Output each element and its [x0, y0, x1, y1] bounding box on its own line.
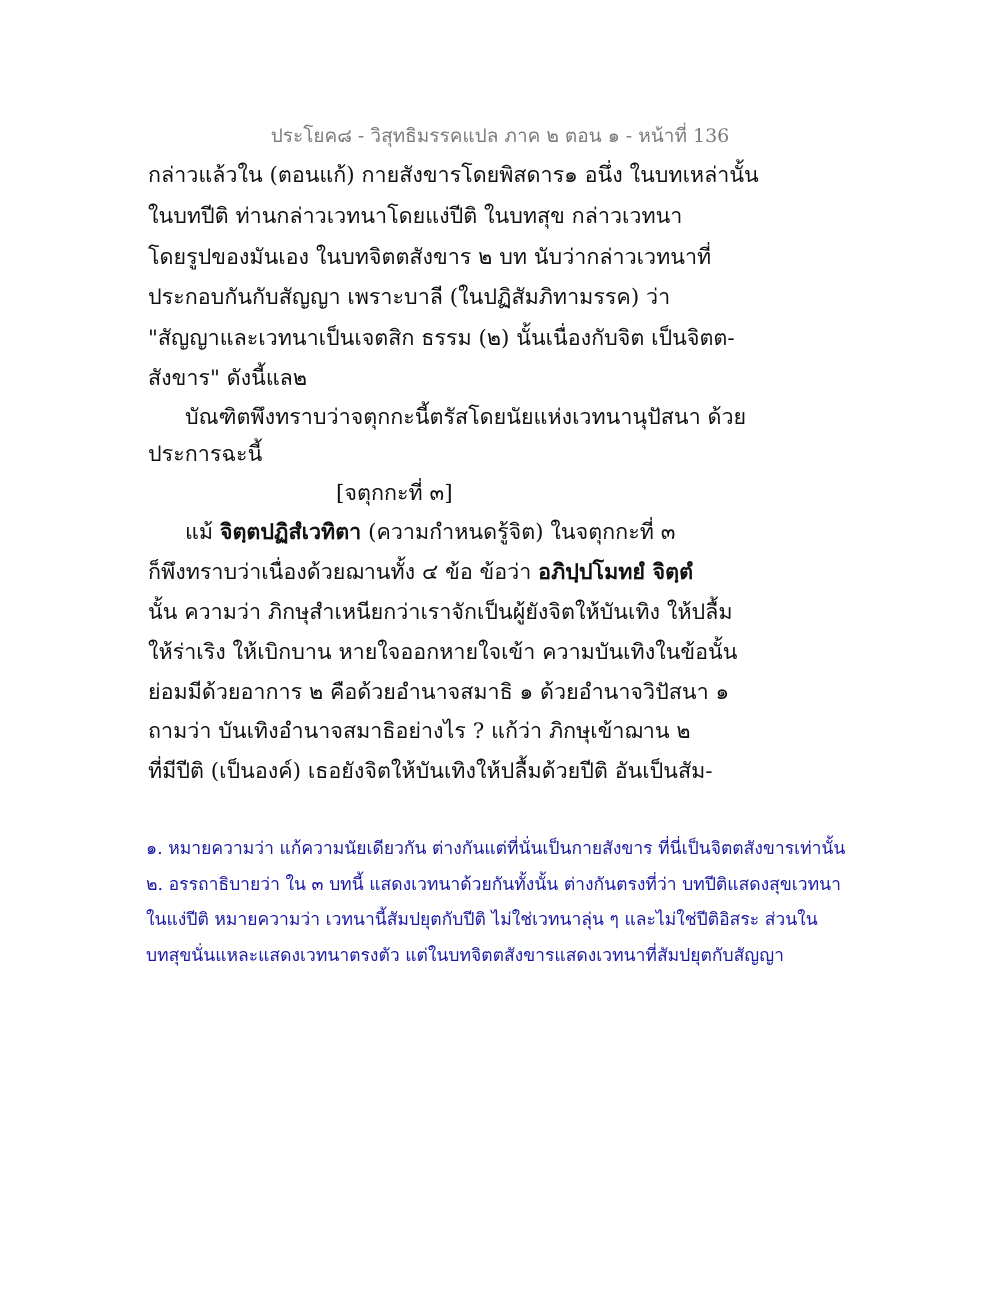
body-line: ประการฉะนี้ — [148, 442, 263, 467]
footnote-line: ๒. อรรถาธิบายว่า ใน ๓ บทนี้ แสดงเวทนาด้วยกันทั้งนั้น ต่างกันตรงที่ว่า บทปีติแสดงสุขเวทนา — [146, 875, 841, 895]
body-line: ในบทปีติ ท่านกล่าวเวทนาโดยแง่ปีติ ในบทสุข กล่าวเวทนา — [148, 204, 683, 229]
footnote-line: ๑. หมายความว่า แก้ความนัยเดียวกัน ต่างกันแต่ที่นั่นเป็นกายสังขาร ที่นี่เป็นจิตตสังขารเท่านั้น — [146, 839, 846, 859]
body-line: ถามว่า บันเทิงอำนาจสมาธิอย่างไร ? แก้ว่า ภิกษุเข้าฌาน ๒ — [148, 719, 691, 744]
section-title: [จตุกกะที่ ๓] — [336, 481, 453, 506]
body-line: กล่าวแล้วใน (ตอนแก้) กายสังขารโดยพิสดาร๑ อนึ่ง ในบทเหล่านั้น — [148, 163, 759, 188]
footnote-line: ในแง่ปีติ หมายความว่า เวทนานี้สัมปยุตกับปีติ ไม่ใช่เวทนาลุ่น ๆ และไม่ใช่ปีติอิสระ ส่วนใน — [146, 910, 818, 930]
body-line: นั้น ความว่า ภิกษุสำเหนียกว่าเราจักเป็นผู้ยังจิตให้บันเทิง ให้ปลื้ม — [148, 600, 733, 625]
body-line — [148, 560, 693, 586]
page-header: ประโยค๘ - วิสุทธิมรรคแปล ภาค ๒ ตอน ๑ - หน้าที่ 136 — [270, 125, 730, 147]
pali-term: อภิปฺปโมทยํ จิตฺตํ — [538, 560, 694, 585]
body-line: "สัญญาและเวทนาเป็นเจตสิก ธรรม (๒) นั้นเนื่องกับจิต เป็นจิตต- — [148, 326, 735, 351]
text-span: ก็พึงทราบว่าเนื่องด้วยฌานทั้ง ๔ ข้อ ข้อว่า — [148, 560, 539, 585]
text-span: แม้ — [185, 520, 220, 545]
body-line — [185, 520, 675, 546]
body-line: ที่มีปีติ (เป็นองค์) เธอยังจิตให้บันเทิงให้ปลื้มด้วยปีติ อันเป็นสัม- — [148, 759, 713, 784]
body-line: ประกอบกันกับสัญญา เพราะบาลี (ในปฏิสัมภิทามรรค) ว่า — [148, 285, 671, 310]
body-line: โดยรูปของมันเอง ในบทจิตตสังขาร ๒ บท นับว่ากล่าวเวทนาที่ — [148, 245, 712, 270]
body-line: บัณฑิตพึงทราบว่าจตุกกะนี้ตรัสโดยนัยแห่งเวทนานุปัสนา ด้วย — [185, 405, 747, 430]
pali-term: จิตฺตปฏิสํเวทิตา — [219, 520, 362, 545]
body-line: ให้ร่าเริง ให้เบิกบาน หายใจออกหายใจเข้า ความบันเทิงในข้อนั้น — [148, 640, 738, 665]
body-line: สังขาร" ดังนี้แล๒ — [148, 366, 308, 391]
footnote-line: บทสุขนั่นแหละแสดงเวทนาตรงตัว แต่ในบทจิตตสังขารแสดงเวทนาที่สัมปยุตกับสัญญา — [146, 946, 784, 966]
body-line: ย่อมมีด้วยอาการ ๒ คือด้วยอำนาจสมาธิ ๑ ด้วยอำนาจวิปัสนา ๑ — [148, 680, 730, 705]
text-span: (ความกำหนดรู้จิต) ในจตุกกะที่ ๓ — [361, 520, 676, 545]
